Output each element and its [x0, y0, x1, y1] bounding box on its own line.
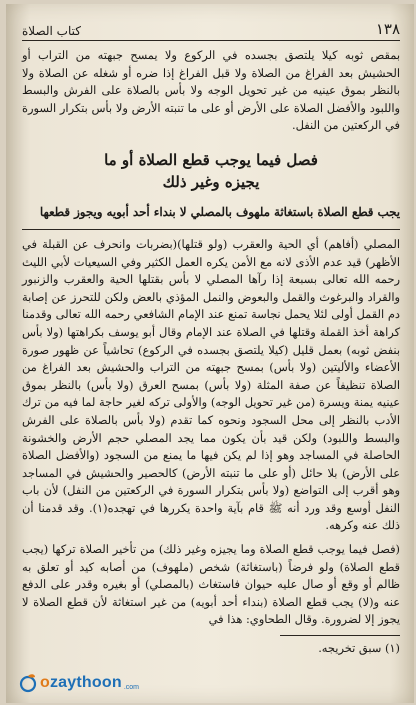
page-content — [22, 12, 400, 667]
footnote: (١) سبق تخريجه. — [318, 641, 400, 656]
watermark-text: ozaythoon — [40, 674, 122, 691]
running-title: كتاب الصلاة — [22, 24, 81, 38]
page-header — [22, 12, 400, 38]
commentary-paragraph-2: (فصل فيما يوجب قطع الصلاة وما يجيزه وغير ذلك) من تأخير الصلاة تركها (يجب قطع الصلاة) ولو فرضاً (باستغاثة) شخص (ملهوف) من أصابه كيد أو تعلق به ظالم أو وقع أو صال عليه حيوان فاستغاث (بالمصلي) أو بغيره وقدر على الدفع عنه و(لا) يجب قطع الصلاة (بنداء أحد أبويه) من غير استغاثة لأن قطع الصلاة لا يجوز إلا لضرورة. وقال الطحاوي: هذا في — [22, 542, 400, 627]
footnote-separator — [280, 635, 400, 636]
lead-paragraph: يجب قطع الصلاة باستغاثة ملهوف بالمصلي لا بنداء أحد أبويه ويجوز قطعها — [39, 204, 400, 219]
header-rule — [22, 40, 400, 41]
section-title — [22, 149, 400, 193]
book-page — [6, 4, 414, 703]
matn-paragraph: بمقص ثوبه كيلا يلتصق بجسده في الركوع ولا يمسح جبهته من التراب أو الحشيش بعد الفراغ من الصلاة ولا قبل الفراغ إذا ضره أو شغله عن الصلاة ولا بالنظر بموق عينيه من غير تحويل الوجه ولا بأس بالصلاة على الفرش والبسط واللبود والأفضل الصلاة على الأرض أو على ما تنبته الأرض ولا بأس بتكرار السورة في الركعتين من النفل. — [22, 48, 400, 133]
olive-logo-icon — [18, 673, 38, 693]
watermark-domain: .com — [123, 684, 139, 691]
page-number: ١٣٨ — [375, 20, 400, 38]
commentary-paragraph-1: المصلي (أفاهم) أي الحية والعقرب (ولو قتلها)(بضربات وانحرف عن القبلة في الأظهر) قيد عدم الأذى لانه مع الأمن يكره العمل الكثير وفي السيعيات لأبي الليث رحمه الله تعالى بسبعة إذا رآها المصلي لا بأس بقتلها الحية والعقرب والزنبور والقراد والبرغوث والقمل والبعوض والنمل المؤذي بالعض ولكن للتحرز عن إصابة دم القمل أولى لئلا يحمل نجاسة تمنع عند الإمام الشافعي رحمه الله تعالى وقدمنا كراهة أخذ القملة وقتلها في الصلاة عند الإمام وقال أبو يوسف بكراهتها (ولا بأس بنفض ثوبه) بعمل قليل (كيلا يلتصق بجسده في الركوع) تحاشياً عن ظهور صورة الأعضاء والأليتين (ولا بأس) بمسح جبهته من التراب والحشيش بعد الفراغ من الصلاة تنظيفاً عن صفة المثلة (ولا بأس) بمسح العرق (ولا بأس) بالنظر بموق عينيه يمنة ويسرة (من غير تحويل الوجه) والأولى تركه لغير حاجة لما فيه من ترك الأدب بالنظر إلى محل السجود ونحوه كما تقدم (ولا بأس بالصلاة على الفرش والبسط واللبود) ولكن قيد بأن يكون مما يجد المصلي حجم الأرض والخشونة الحاصلة في المساجد وهو إذا لم يكن فيها ما يمنع من السجود (والأفضل الصلاة على الأرض) بلا حائل (أو على ما تنبته الأرض) كالحصير والحشيش في المساجد وهو أقرب إلى التواضع (ولا بأس بتكرار السورة في الركعتين من النفل) لأن باب النفل أوسع وقد ورد أنه ﷺ قام بآية واحدة يكررها في تهجده(١). وقد قدمنا أن ذلك عنه وكرهه. — [22, 236, 400, 533]
commentary-separator — [22, 229, 400, 230]
zaythoon-watermark — [18, 673, 139, 693]
section-title-line-2: يجيزه وغير ذلك — [162, 172, 260, 191]
section-title-line-1: فصل فيما يوجب قطع الصلاة أو ما — [104, 150, 318, 169]
